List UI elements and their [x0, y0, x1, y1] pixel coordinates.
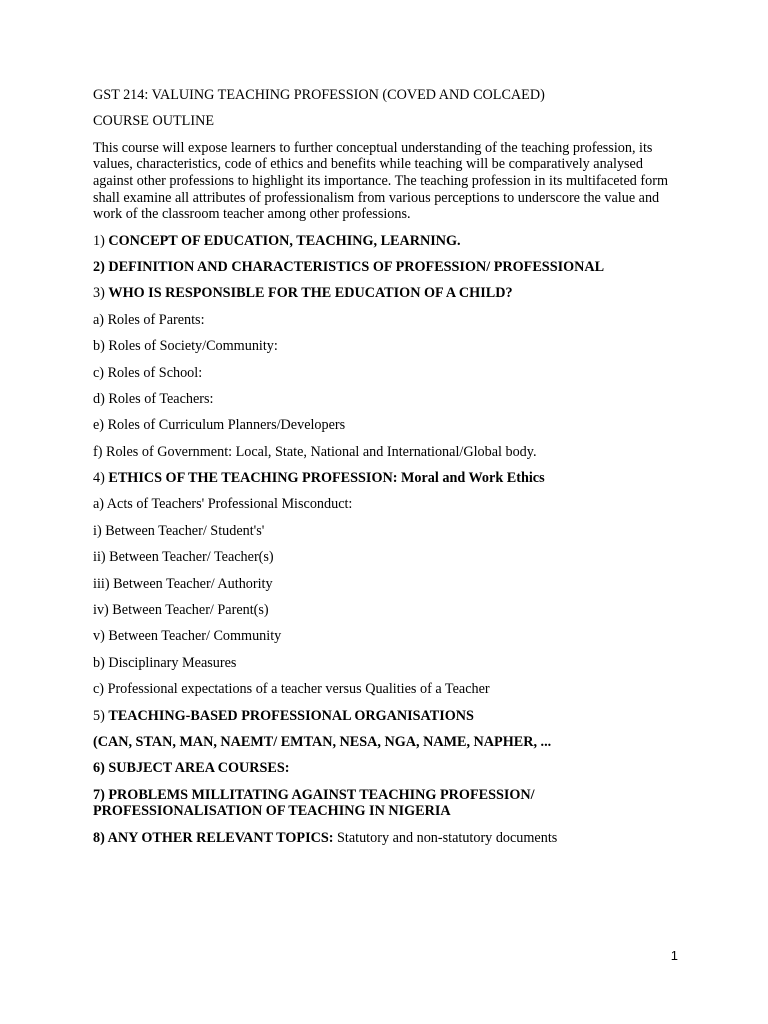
section-3-number: 3) — [93, 285, 109, 302]
section-1-title: CONCEPT OF EDUCATION, TEACHING, LEARNING. — [108, 232, 461, 249]
section-8 — [93, 830, 675, 847]
section-7-line-1: 7) PROBLEMS MILLITATING AGAINST TEACHING PROFESSION/ — [93, 786, 535, 803]
list-item: b) Roles of Society/Community: — [93, 338, 278, 355]
section-7-title — [93, 787, 675, 820]
section-5-number: 5) — [93, 707, 109, 724]
list-item: i) Between Teacher/ Student's' — [93, 522, 265, 539]
section-8-text: Statutory and non-statutory documents — [333, 829, 558, 846]
list-item: d) Roles of Teachers: — [93, 390, 214, 407]
section-5-title: TEACHING-BASED PROFESSIONAL ORGANISATIONS — [108, 707, 474, 724]
section-1-number: 1) — [93, 232, 109, 249]
section-5 — [93, 708, 675, 725]
list-item: c) Roles of School: — [93, 364, 203, 381]
list-item: iv) Between Teacher/ Parent(s) — [93, 602, 269, 619]
section-4 — [93, 470, 675, 487]
section-4-title: ETHICS OF THE TEACHING PROFESSION: Moral and Work Ethics — [108, 470, 545, 487]
section-3-title: WHO IS RESPONSIBLE FOR THE EDUCATION OF A CHILD? — [108, 285, 513, 302]
list-item: v) Between Teacher/ Community — [93, 628, 282, 645]
list-item: a) Roles of Parents: — [93, 311, 205, 328]
section-6-title: 6) SUBJECT AREA COURSES: — [93, 760, 290, 777]
list-item: b) Disciplinary Measures — [93, 654, 237, 671]
page-number: 1 — [670, 948, 678, 963]
section-7-line-2: PROFESSIONALISATION OF TEACHING IN NIGERIA — [93, 803, 451, 820]
list-item: c) Professional expectations of a teacher versus Qualities of a Teacher — [93, 681, 490, 698]
list-item: ii) Between Teacher/ Teacher(s) — [93, 549, 274, 566]
section-4-number: 4) — [93, 470, 109, 487]
section-8-title: 8) ANY OTHER RELEVANT TOPICS: — [93, 829, 334, 846]
course-title: GST 214: VALUING TEACHING PROFESSION (COVED AND COLCAED) — [93, 87, 545, 103]
course-outline-heading: COURSE OUTLINE — [93, 113, 214, 130]
document-page — [93, 87, 675, 856]
list-item: f) Roles of Government: Local, State, National and International/Global body. — [93, 443, 537, 460]
section-1 — [93, 233, 675, 250]
section-3 — [93, 285, 675, 302]
list-item: a) Acts of Teachers' Professional Misconduct: — [93, 496, 353, 513]
list-item: e) Roles of Curriculum Planners/Developers — [93, 417, 346, 434]
section-5-organisations: (CAN, STAN, MAN, NAEMT/ EMTAN, NESA, NGA, NAME, NAPHER, ... — [93, 733, 552, 750]
list-item: iii) Between Teacher/ Authority — [93, 575, 273, 592]
course-intro: This course will expose learners to further conceptual understanding of the teaching profession, its values, characteristics, code of ethics and benefits while teaching will be comparatively analysed against other professions to highlight its importance. The teaching profession in its multifaceted form shall examine all attributes of professionalism from various perceptions to underscore the value and work of the classroom teacher among other professions. — [93, 139, 668, 223]
section-2-title: 2) DEFINITION AND CHARACTERISTICS OF PROFESSION/ PROFESSIONAL — [93, 258, 605, 275]
